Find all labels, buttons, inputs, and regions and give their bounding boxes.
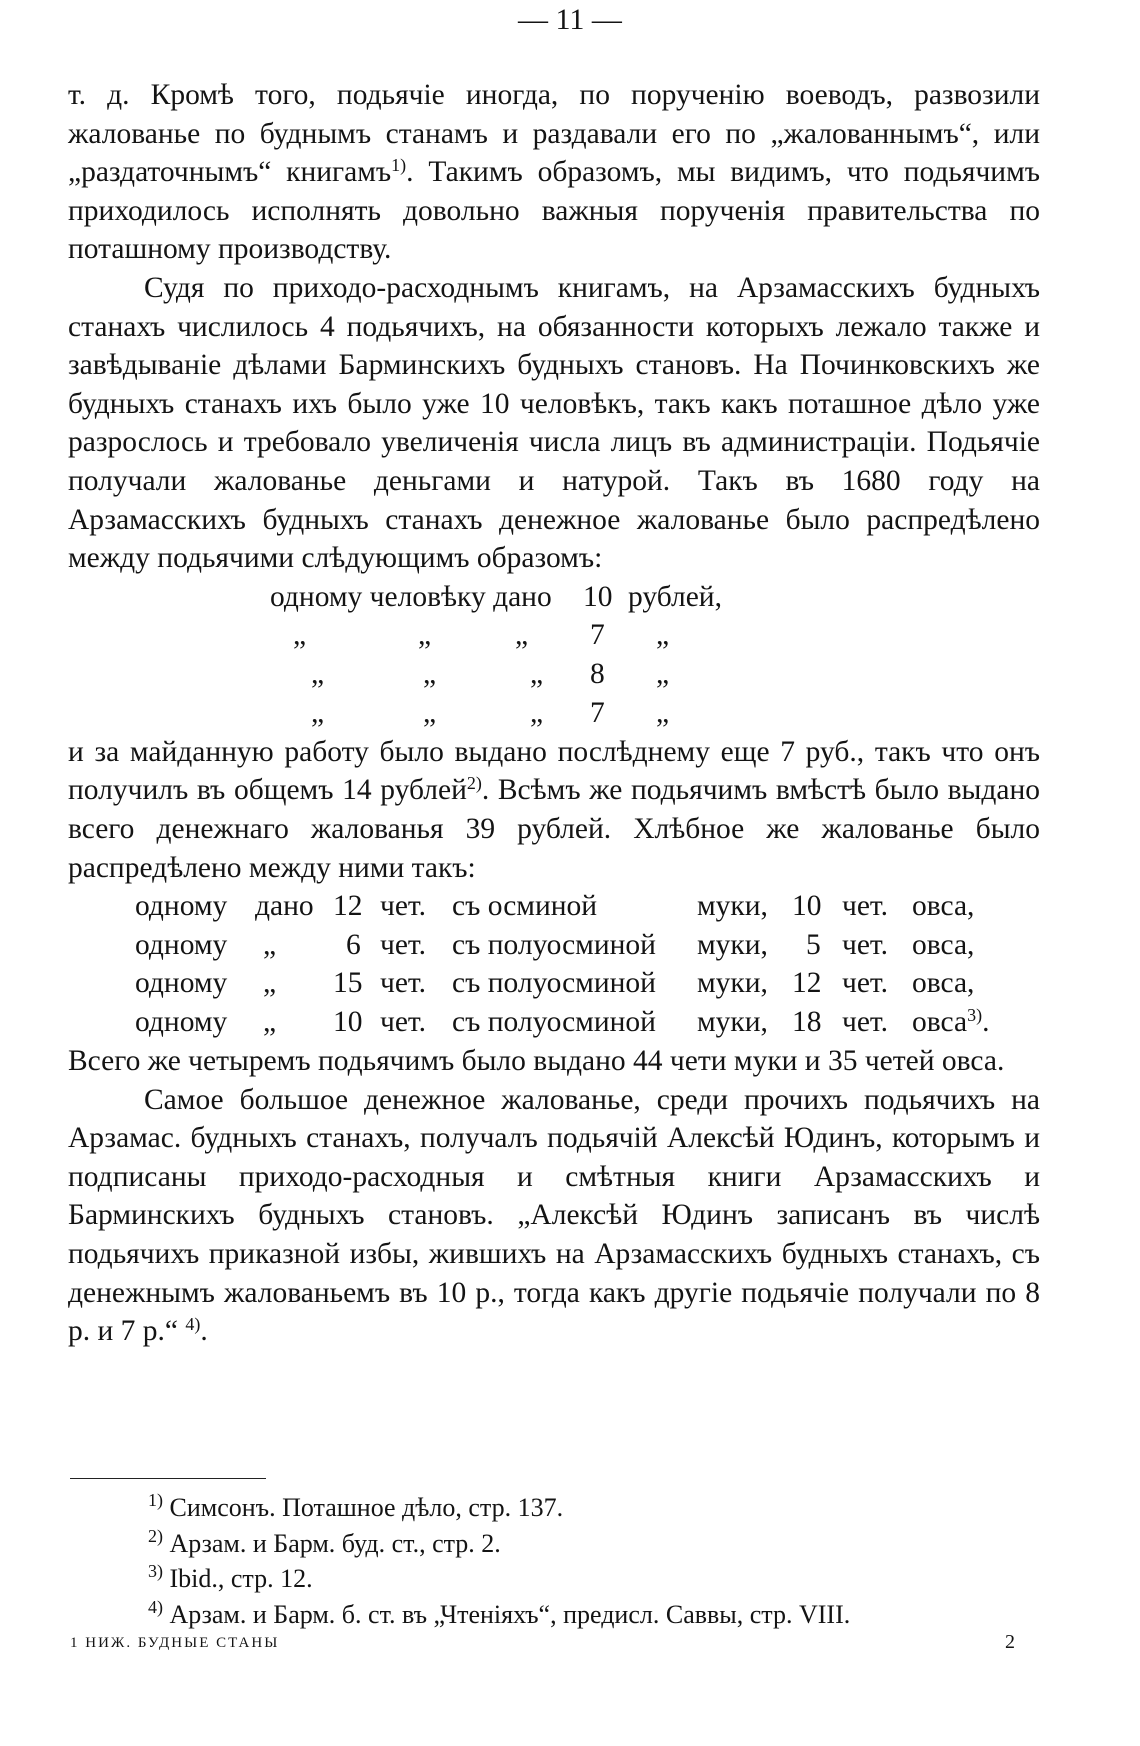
paragraph-3-end: . Всѣмъ же подьячимъ вмѣстѣ было выдано всего денежнаго жалованья 39 рублей. Хлѣбное же жалованье было распредѣлено между ними такъ: [68,774,1040,884]
money-amount: 8 [590,657,605,690]
money-ditto: „ [423,657,437,690]
footnote-mark: 1) [148,1490,163,1510]
grain-row [68,964,1040,1003]
money-amount: 7 [590,696,605,729]
grain-unit: чет. [842,890,888,923]
grain-flour-word: муки, [697,967,768,1000]
money-row [68,655,1040,694]
footnote-mark: 4) [148,1596,163,1617]
paragraph-3-text: и за майданную работу было выдано послѣднему еще 7 руб., такъ что онъ получилъ въ общемъ 14 рублей [68,735,1040,807]
paragraph-5 [68,1081,1040,1351]
grain-who: одному [135,1005,228,1038]
money-unit: „ [656,696,670,729]
footnote-ref-3[interactable]: 3) [967,1004,983,1025]
grain-flour-word: муки, [697,928,768,961]
paragraph-3 [68,733,1040,887]
money-row [68,616,1040,655]
grain-row [68,926,1040,965]
paragraph-5-end: . [200,1315,208,1348]
footnote-text: Ibid., стр. 12. [169,1564,313,1593]
paragraph-5-text: Самое большое денежное жалованье, среди прочихъ подьячихъ на Арзамас. будныхъ станахъ, получалъ подьячій Алексѣй Юдинъ, которымъ и подписаны приходо-расходныя и смѣтныя книги Арзамасскихъ и Барминскихъ будныхъ становъ. „Алексѣй Юдинъ записанъ въ числѣ подьячихъ приказной избы, жившихъ на Арзамасскихъ будныхъ станахъ, съ денежнымъ жалованьемъ въ 10 р., тогда какъ другіе подьячіе получали по 8 р. и 7 р.“ [68,1083,1040,1348]
money-ditto: „ [311,657,325,690]
grain-who: одному [135,890,228,923]
footnote-item [148,1526,1048,1562]
grain-given: „ [263,967,277,1000]
footnote-text: Симсонъ. Поташное дѣло, стр. 137. [169,1493,564,1522]
footnote-ref-1[interactable]: 1) [391,155,407,176]
grain-row [68,887,1040,926]
money-row [68,578,1040,617]
grain-who: одному [135,967,228,1000]
grain-flour-amount: 15 [333,967,363,1000]
page-number: — 11 — [518,3,622,36]
grain-oats-amount: 5 [806,928,821,961]
grain-oats-word: овса, [912,890,975,923]
money-row [68,694,1040,733]
grain-unit: чет. [380,967,426,1000]
money-who: одному человѣку дано [270,580,552,613]
grain-oats-word: овса [912,1005,968,1038]
grain-unit: чет. [380,928,426,961]
money-unit: „ [656,657,670,690]
grain-who: одному [135,928,228,961]
grain-oats-amount: 12 [792,967,822,1000]
money-amount: 7 [590,619,605,652]
grain-end: . [982,1005,990,1038]
footnote-item [148,1561,1048,1597]
printer-signature: 1 НИЖ. БУДНЫЕ СТАНЫ [70,1635,280,1651]
footnotes [148,1490,1048,1632]
money-unit: „ [656,619,670,652]
grain-oats-word: овса, [912,928,975,961]
footnote-text: Арзам. и Барм. б. ст. въ „Чтеніяхъ“, предисл. Саввы, стр. VIII. [169,1599,851,1629]
body-text [68,76,1040,1351]
footnote-ref-4[interactable]: 4) [185,1314,201,1335]
sheet-number: 2 [1005,1631,1015,1653]
paragraph-4: Всего же четыремъ подьячимъ было выдано 44 чети муки и 35 четей овса. [68,1045,1005,1078]
money-ditto: „ [293,619,307,652]
grain-desc: съ полуосминой [452,1005,656,1038]
footnote-item [148,1490,1048,1526]
grain-unit: чет. [380,890,426,923]
money-ditto: „ [530,696,544,729]
grain-unit: чет. [380,1005,426,1038]
paragraph-1-text: т. д. Кромѣ того, подьячіе иногда, по порученію воеводъ, развозили жалованье по буднымъ станамъ и раздавали его по „жалованнымъ“, или „раздаточнымъ“ книгамъ [68,79,1040,189]
money-ditto: „ [311,696,325,729]
footnote-item [148,1597,1048,1633]
grain-oats-word-last [912,1003,989,1042]
money-ditto: „ [418,619,432,652]
money-ditto: „ [423,696,437,729]
grain-table [68,887,1040,1042]
grain-oats-word: овса, [912,967,975,1000]
grain-unit: чет. [842,1005,888,1038]
paragraph-1 [68,76,1040,269]
grain-given: дано [255,890,314,923]
footnote-ref-2[interactable]: 2) [466,773,482,794]
grain-flour-word: муки, [697,890,768,923]
grain-flour-word: муки, [697,1005,768,1038]
grain-flour-amount: 10 [333,1005,363,1038]
grain-flour-amount: 6 [346,928,361,961]
paragraph-2: Судя по приходо-расходнымъ книгамъ, на Арзамасскихъ будныхъ станахъ числилось 4 подьячихъ, на обязанности которыхъ лежало также и завѣдываніе дѣлами Барминскихъ будныхъ становъ. На Починковскихъ же будныхъ станахъ ихъ было уже 10 человѣкъ, такъ какъ поташное дѣло уже разрослось и требовало увеличенія числа лицъ въ администраціи. Подьячіе получали жалованье деньгами и натурой. Такъ въ 1680 году на Арзамасскихъ будныхъ станахъ денежное жалованье было распредѣлено между подьячими слѣдующимъ образомъ: [68,271,1040,575]
money-unit: рублей, [628,580,722,613]
grain-unit: чет. [842,967,888,1000]
footnote-text: Арзам. и Барм. буд. ст., стр. 2. [169,1528,501,1558]
footnote-divider [70,1478,266,1479]
footnote-mark: 2) [148,1525,163,1546]
money-table [68,578,1040,733]
grain-unit: чет. [842,928,888,961]
grain-given: „ [263,1005,277,1038]
money-ditto: „ [530,657,544,690]
paragraph-1-end: . Такимъ образомъ, мы видимъ, что подьячимъ приходилось исполнять довольно важныя порученія правительства по поташному производству. [68,156,1040,266]
grain-oats-amount: 10 [792,890,822,923]
grain-oats-amount: 18 [792,1005,822,1038]
grain-flour-amount: 12 [333,890,363,923]
footnote-mark: 3) [148,1561,163,1581]
grain-desc: съ осминой [452,890,598,923]
money-ditto: „ [515,619,529,652]
grain-desc: съ полуосминой [452,928,656,961]
grain-given: „ [263,928,277,961]
grain-desc: съ полуосминой [452,967,656,1000]
money-amount: 10 [583,580,613,613]
grain-row [68,1003,1040,1042]
